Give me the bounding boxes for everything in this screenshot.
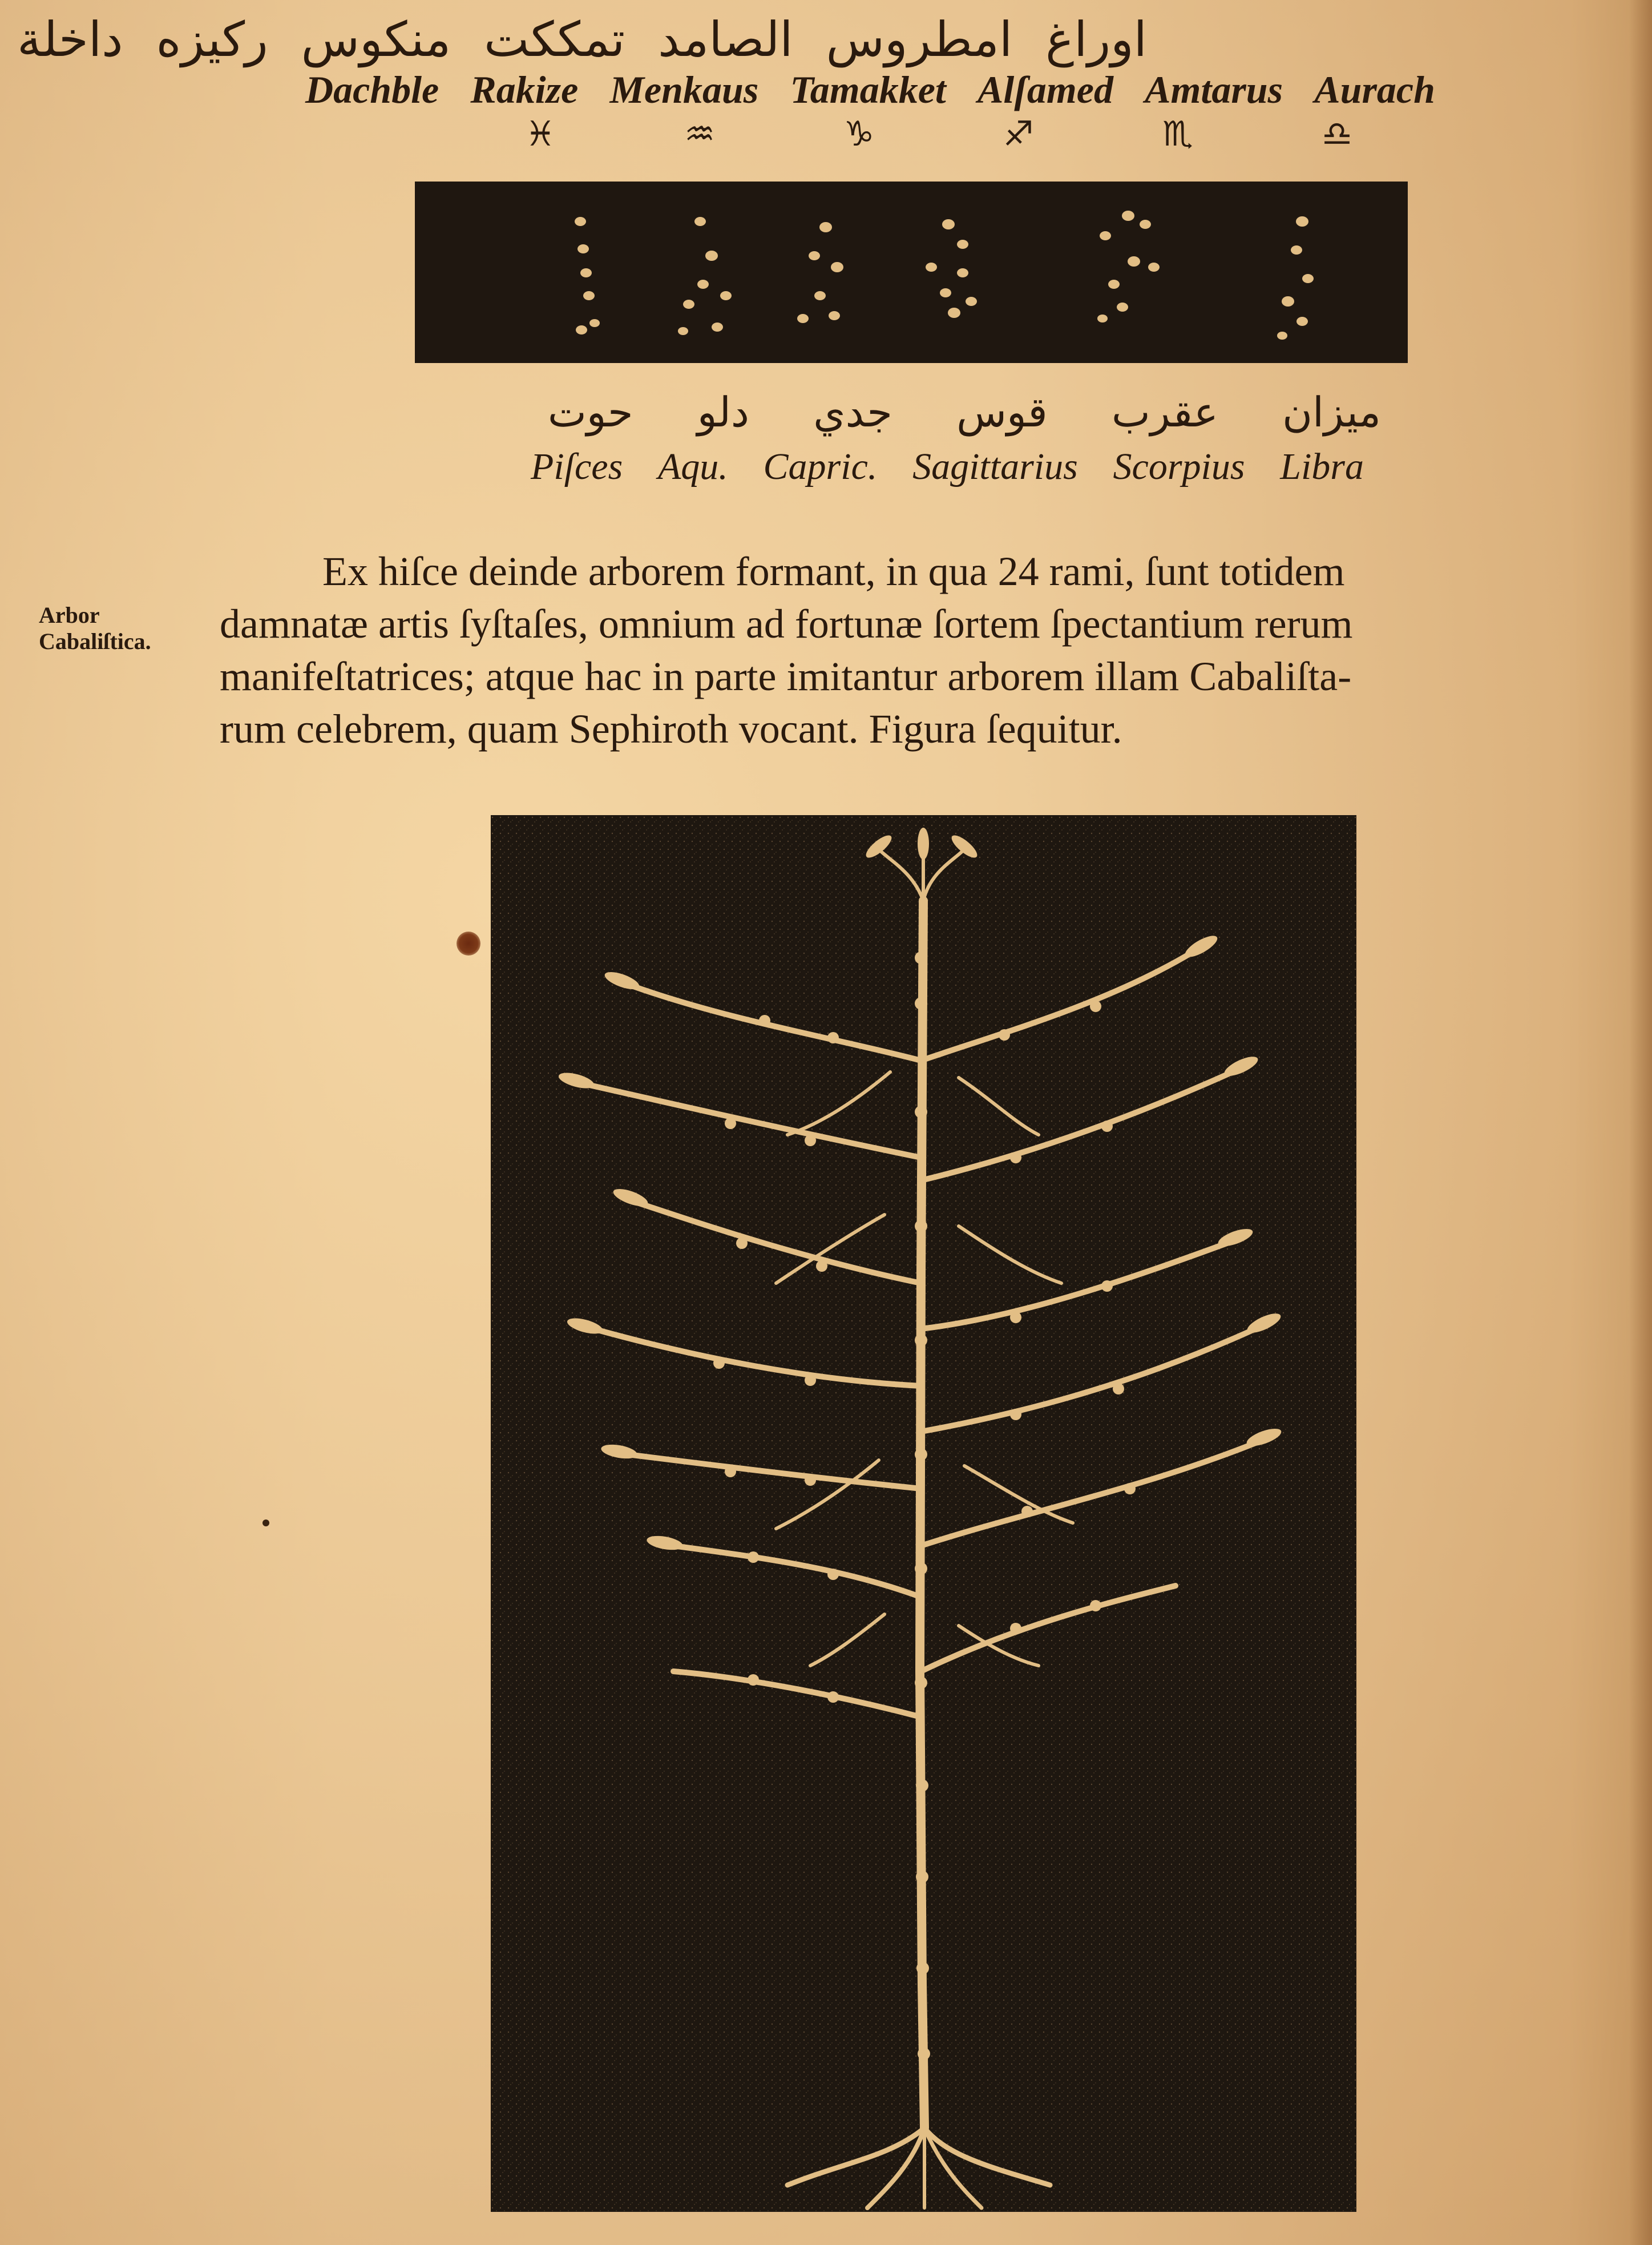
paragraph-line: manifeſtatrices; atque hac in parte imitantur arborem illam Cabaliſta-: [220, 654, 1352, 699]
latin-name: Amtarus: [1145, 68, 1283, 111]
paper-speck: [262, 1519, 269, 1526]
paragraph-line: rum celebrem, quam Sephiroth vocant. Figura ſequitur.: [220, 706, 1122, 752]
arabic-names-row: [17, 11, 1147, 67]
latin-sign-name: Piſces: [531, 446, 623, 487]
constellation-dots: [575, 211, 1314, 340]
latin-sign-name: Scorpius: [1113, 446, 1245, 487]
latin-sign-name: Libra: [1280, 446, 1364, 487]
arabic-sign-name: جدي: [813, 388, 892, 436]
arabic-sign-name: دلو: [697, 388, 749, 436]
latin-sign-name: Aqu.: [657, 446, 728, 487]
capricorn-icon: ♑: [843, 114, 875, 154]
latin-name: Menkaus: [609, 68, 759, 111]
aquarius-icon: ♒: [684, 114, 716, 154]
arabic-name: ركيزه: [156, 11, 268, 67]
sagittarius-icon: ♐: [1003, 114, 1034, 154]
page-edge-shadow: [1629, 0, 1652, 2245]
cabalistic-tree-woodcut: [491, 815, 1356, 2212]
body-paragraph: [220, 545, 1612, 755]
arabic-name: داخلة: [17, 11, 123, 67]
zodiac-symbols-row: [525, 114, 1352, 154]
latin-sign-name: Capric.: [763, 446, 878, 487]
arabic-name: الصامد: [658, 11, 793, 67]
tree-trunk: [920, 901, 924, 2128]
arabic-name: منكوس: [301, 11, 451, 67]
paragraph-line: damnatæ artis ſyſtaſes, omnium ad fortunæ ſortem ſpectantium rerum: [220, 601, 1353, 647]
latin-name: Tamakket: [790, 68, 946, 111]
latin-names-row: [305, 67, 1435, 112]
libra-icon: ♎: [1322, 114, 1352, 154]
pisces-icon: ♓: [525, 114, 556, 154]
tree-svg: [491, 815, 1356, 2212]
arabic-caption-row: [548, 388, 1381, 436]
ink-stain: [457, 932, 480, 956]
latin-sign-name: Sagittarius: [912, 446, 1078, 487]
arabic-sign-name: عقرب: [1111, 388, 1218, 436]
arabic-name: امطروس: [826, 11, 1013, 67]
constellation-dots-illustration: [415, 182, 1408, 363]
arabic-sign-name: قوس: [956, 388, 1048, 436]
margin-note: Arbor Cabaliſtica.: [39, 602, 151, 654]
constellation-svg: [415, 182, 1408, 363]
latin-name: Dachble: [305, 68, 439, 111]
arabic-name: تمككت: [484, 11, 625, 67]
arabic-sign-name: حوت: [548, 388, 633, 436]
latin-caption-row: [531, 445, 1364, 489]
latin-name: Rakize: [470, 68, 579, 111]
arabic-sign-name: ميزان: [1282, 388, 1381, 436]
latin-name: Alſamed: [977, 68, 1113, 111]
paragraph-line: Ex hiſce deinde arborem formant, in qua 24 rami, ſunt totidem: [322, 549, 1345, 594]
latin-name: Aurach: [1314, 68, 1435, 111]
scorpio-icon: ♏: [1162, 114, 1193, 154]
arabic-name: اوراغ: [1045, 11, 1147, 67]
